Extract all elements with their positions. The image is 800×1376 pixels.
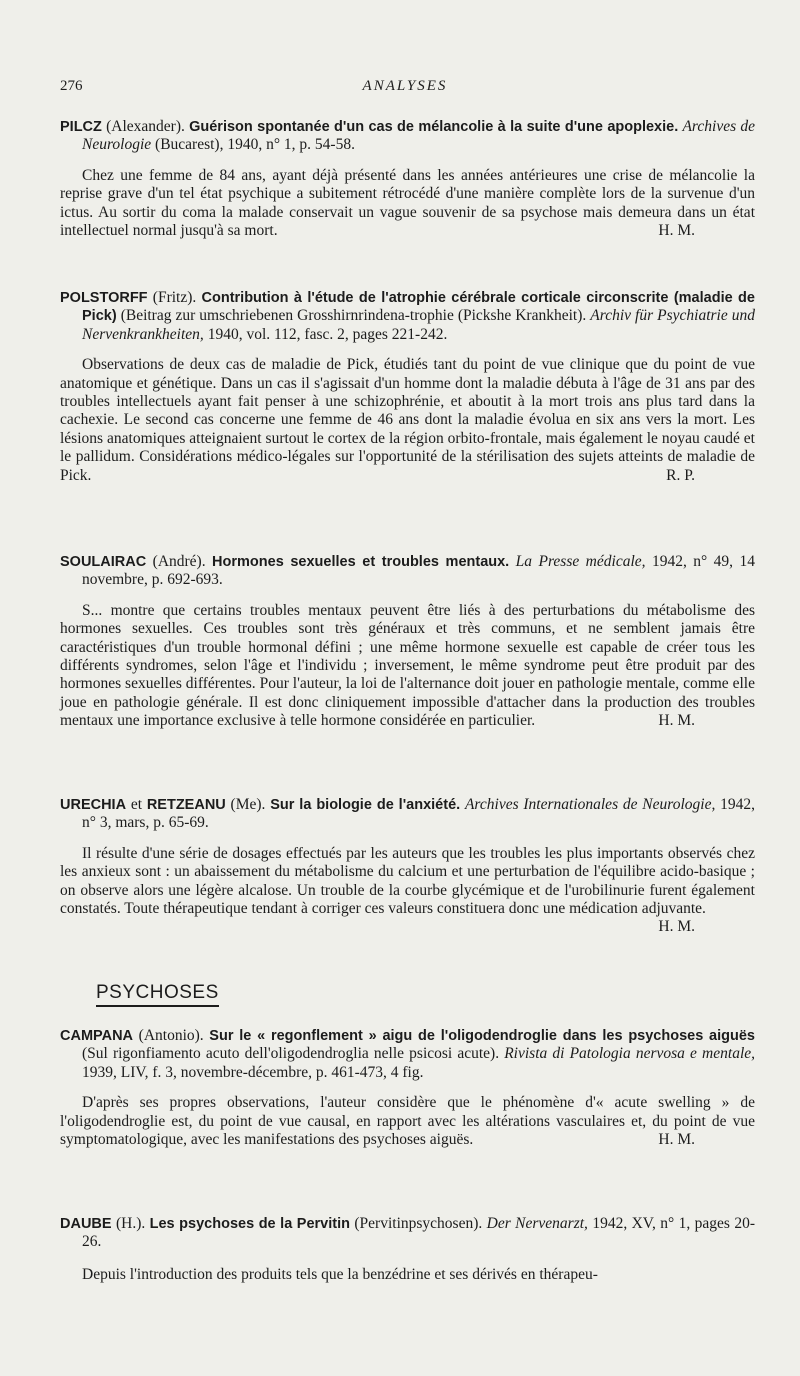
reviewer-signature: H. M. [658, 222, 695, 240]
reviewer-signature: H. M. [658, 1131, 695, 1149]
page-number: 276 [60, 78, 83, 94]
original-title: (Pervitinpsychosen). [350, 1215, 487, 1232]
author-name: SOULAIRAC [60, 554, 147, 570]
author-name: POLSTORFF [60, 290, 148, 306]
reviewer-signature: R. P. [666, 466, 695, 484]
citation: POLSTORFF (Fritz). Contribution à l'étude de l'atrophie cérébrale corticale circonscrite (maladie de Pick) (Beitrag zur umschriebenen Grosshirnrindena-trophie (Pickshe Krankheit). Archiv für Psychiatrie und Nervenkrankheiten, 1940, vol. 112, fasc. 2, pages 221-242. [60, 289, 756, 343]
author-name: URECHIA [60, 797, 127, 813]
citation: SOULAIRAC (André). Hormones sexuelles et troubles mentaux. La Presse médicale, 1942, n° 49, 14 novembre, p. 692-693. [60, 553, 756, 589]
original-title: (Beitrag zur umschriebenen Grosshirnrindena-trophie (Pickshe Krankheit). [116, 307, 591, 325]
review-entry [60, 553, 755, 731]
review-entry [60, 289, 755, 485]
abstract: D'après ses propres observations, l'auteur considère que le phénomène d'« acute swelling » de l'oligodendroglie est, du point de vue causal, en rapport avec les altérations vasculaires et, du point de vue symptomatologique, avec les manifestations des psychoses aiguës. H. M. [60, 1094, 755, 1149]
review-entry [60, 118, 755, 240]
abstract: S... montre que certains troubles mentaux peuvent être liés à des perturbations du métabolisme des hormones sexuelles. Ces troubles sont très généraux et très communs, et ne semblent jamais être caractéristiques d'un trouble hormonal défini ; une même hormone sexuelle est capable de créer tous les différents syndromes, selon l'âge et l'individu ; inversement, le même syndrome peut être produit par des hormones sexuelles différentes. Pour l'auteur, la loi de l'alternance doit jouer en pathologie mentale, comme elle joue en pathologie générale. Il est donc cliniquement impossible d'attacher dans la production des troubles mentaux une importance exclusive à telle hormone considérée en particulier. H. M. [60, 601, 755, 730]
original-title: (Sul rigonfiamento acuto dell'oligodendroglia nelle psicosi acute). [82, 1045, 505, 1063]
article-title: Sur la biologie de l'anxiété. [270, 797, 461, 813]
article-title: Contribution à l'étude de l'atrophie cérébrale corticale circonscrite (maladie de Pick) [82, 290, 755, 325]
abstract: Il résulte d'une série de dosages effectués par les auteurs que les troubles les plus importants observés chez les anxieux sont : un abaissement du métabolisme du calcium et une perturbation de l'équilibre acido-basique ; on observe alors une légère alcalose. Un trouble de la courbe glycémique et de l'urobilinurie furent également constatés. Toute thérapeutique tendant à corriger ces valeurs constituera donc une médication adjuvante. H. M. [60, 844, 755, 936]
abstract: Chez une femme de 84 ans, ayant déjà présenté dans les années antérieures une crise de mélancolie la reprise grave d'un tel état psychique a subitement rétrocédé d'une manière complète lors de la survenue d'un ictus. Au sortir du coma la malade conservait un vague souvenir de sa psychose mais demeura dans un état intellectuel normal jusqu'à sa mort. H. M. [60, 166, 755, 240]
citation-details: 1939, LIV, f. 3, novembre-décembre, p. 461-473, 4 fig. [82, 1063, 424, 1081]
author-name: CAMPANA [60, 1028, 134, 1044]
journal-name: Rivista di Patologia nervosa e mentale, [504, 1045, 755, 1063]
journal-name: La Presse médicale, [515, 553, 646, 570]
abstract: Depuis l'introduction des produits tels que la benzédrine et ses dérivés en thérapeu- [82, 1265, 598, 1283]
article-title: Hormones sexuelles et troubles mentaux. [212, 554, 510, 570]
author-name: DAUBE [60, 1216, 112, 1232]
journal-name: Archives Internationales de Neurologie, [464, 796, 716, 813]
article-title: Guérison spontanée d'un cas de mélancolie à la suite d'une apoplexie. [189, 119, 679, 135]
abstract: Observations de deux cas de maladie de Pick, étudiés tant du point de vue clinique que du point de vue anatomique et génétique. Dans un cas il s'agissait d'un homme dont la maladie débuta à l'âge de 31 ans par des troubles intellectuels ayant fait penser à une schizophrénie, et aboutit à la mort trois ans plus tard dans la cachexie. Le second cas concerne une femme de 46 ans dont la maladie évolua en six ans vers la mort. Les lésions anatomiques atteignaient surtout le cortex de la région orbito-frontale, mais également le noyau caudé et le pallidum. Considérations médico-légales sur l'opportunité de la stérilisation des sujets atteints de maladie de Pick. R. P. [60, 356, 755, 484]
journal-name: Archives de Neurologie [82, 118, 755, 154]
citation-details: (Bucarest), 1940, n° 1, p. 54-58. [151, 136, 355, 154]
citation: PILCZ (Alexander). Guérison spontanée d'un cas de mélancolie à la suite d'une apoplexie. Archives de Neurologie (Bucarest), 1940, n° 1, p. 54-58. [60, 118, 755, 154]
review-entry [60, 796, 755, 937]
article-title: Les psychoses de la Pervitin [149, 1216, 350, 1232]
journal-name: Der Nervenarzt, [486, 1215, 588, 1232]
running-title: ANALYSES [362, 78, 448, 94]
reviewer-signature: H. M. [658, 918, 695, 936]
citation-details: 1940, vol. 112, fasc. 2, pages 221-242. [203, 325, 448, 343]
review-entry [60, 1027, 755, 1149]
citation: DAUBE (H.). Les psychoses de la Pervitin (Pervitinpsychosen). Der Nervenarzt, 1942, XV, n° 1, pages 20-26. [60, 1215, 755, 1251]
citation-details: 1942, n° 3, mars, p. 65-69. [82, 796, 755, 832]
citation: CAMPANA (Antonio). Sur le « regonflement » aigu de l'oligodendroglie dans les psychoses aiguës (Sul rigonfiamento acuto dell'oligodendroglia nelle psicosi acute). Rivista di Patologia nervosa e mentale, 1939, LIV, f. 3, novembre-décembre, p. 461-473, 4 fig. [60, 1027, 755, 1081]
section-heading: PSYCHOSES [96, 982, 219, 1007]
author-name-2: RETZEANU [146, 797, 226, 813]
citation-details: 1942, XV, n° 1, pages 20-26. [82, 1215, 755, 1251]
review-entry [60, 1215, 755, 1284]
citation: URECHIA et RETZEANU (Me). Sur la biologie de l'anxiété. Archives Internationales de Neurologie, 1942, n° 3, mars, p. 65-69. [60, 796, 755, 832]
citation-details: 1942, n° 49, 14 novembre, p. 692-693. [82, 553, 756, 589]
page-header [60, 78, 750, 98]
journal-name: Archiv für Psychiatrie und Nervenkrankheiten, [82, 307, 756, 343]
article-title: Sur le « regonflement » aigu de l'oligodendroglie dans les psychoses aiguës [209, 1028, 755, 1044]
author-name: PILCZ [60, 119, 102, 135]
reviewer-signature: H. M. [658, 712, 695, 730]
